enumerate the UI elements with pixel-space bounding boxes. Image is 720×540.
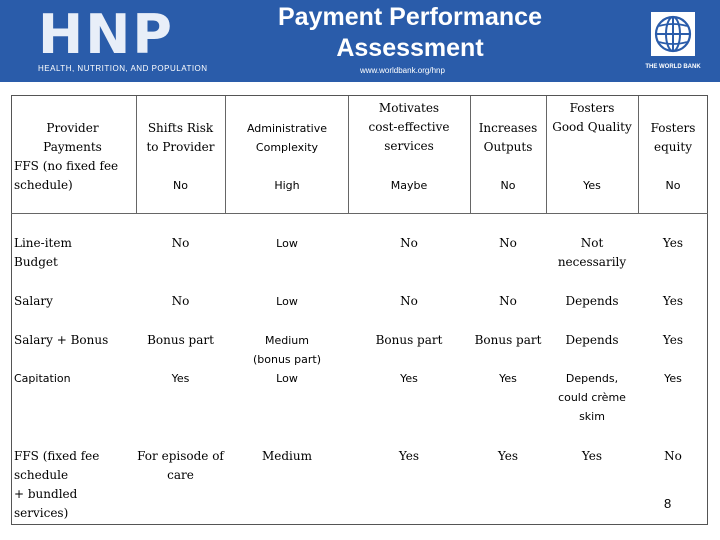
row-provider-line: + bundled xyxy=(14,487,78,501)
row-quality-line: skim xyxy=(579,410,605,423)
row-admin-complexity: Low xyxy=(276,237,298,250)
row-admin-line: Medium xyxy=(265,334,309,347)
row-shifts-risk-line: care xyxy=(167,468,194,482)
row-quality: Yes xyxy=(583,179,601,192)
row-shifts-risk: Yes xyxy=(171,372,190,385)
row-provider-line: FFS (fixed fee xyxy=(14,449,100,463)
header-shifts-risk-line: to Provider xyxy=(146,140,215,154)
header-equity-line: equity xyxy=(654,140,692,154)
row-admin-complexity: Medium xyxy=(261,449,312,463)
row-equity: Yes xyxy=(662,294,684,308)
row-equity: No xyxy=(664,449,682,463)
row-motivates: Yes xyxy=(398,449,420,463)
header-admin-line: Complexity xyxy=(255,141,319,154)
row-admin-complexity xyxy=(227,331,347,369)
row-quality xyxy=(547,369,637,426)
header-fosters-quality xyxy=(547,99,637,137)
header-provider-line: Provider xyxy=(46,121,99,135)
row-quality: Depends xyxy=(565,333,619,347)
row-motivates: No xyxy=(400,294,418,308)
row-provider: Salary xyxy=(14,294,53,308)
row-motivates: Yes xyxy=(400,372,418,385)
header-motivates-cost-effective xyxy=(350,99,468,156)
page-title xyxy=(240,2,580,64)
row-motivates: Maybe xyxy=(390,179,428,192)
header-increases-line: Outputs xyxy=(483,140,533,154)
row-quality-line: necessarily xyxy=(557,255,627,269)
hnp-logo-subtitle: HEALTH, NUTRITION, AND POPULATION xyxy=(38,64,208,73)
column-divider xyxy=(348,96,349,214)
row-quality-line: Not xyxy=(580,236,604,250)
header-shifts-risk xyxy=(138,119,223,157)
row-equity: Yes xyxy=(664,372,682,385)
hnp-logo xyxy=(38,3,238,73)
website-url: www.worldbank.org/hnp xyxy=(360,66,445,75)
header-motivates-line: cost-effective xyxy=(368,120,450,134)
row-provider-line: schedule xyxy=(14,468,69,482)
row-shifts-risk-line: For episode of xyxy=(137,449,224,463)
page-number: 8 xyxy=(664,496,672,511)
row-provider xyxy=(14,234,136,272)
row-shifts-risk xyxy=(136,447,225,485)
row-provider xyxy=(14,157,136,195)
header-motivates-line: services xyxy=(384,139,434,153)
header-administrative-complexity xyxy=(227,119,347,157)
row-provider-line: FFS (no fixed fee xyxy=(14,159,119,173)
row-increases: No xyxy=(499,294,517,308)
row-provider: Capitation xyxy=(14,372,71,385)
row-shifts-risk: No xyxy=(171,236,190,250)
column-divider xyxy=(225,96,226,214)
row-provider-line: Budget xyxy=(14,255,58,269)
row-shifts-risk: No xyxy=(173,179,188,192)
row-quality: Yes xyxy=(581,449,603,463)
row-motivates: Bonus part xyxy=(375,333,443,347)
row-equity: Yes xyxy=(662,236,684,250)
row-shifts-risk: Bonus part xyxy=(147,333,214,347)
row-admin-line: (bonus part) xyxy=(252,353,322,366)
row-equity: No xyxy=(665,179,681,192)
row-quality: Depends xyxy=(565,294,619,308)
row-quality xyxy=(547,234,637,272)
row-admin-complexity: High xyxy=(274,179,300,192)
hnp-logo-letters: HNP xyxy=(38,3,174,66)
row-admin-complexity: Low xyxy=(276,295,298,308)
row-increases: No xyxy=(500,179,516,192)
column-divider xyxy=(136,96,137,214)
row-increases: Yes xyxy=(499,372,517,385)
row-increases: Bonus part xyxy=(474,333,542,347)
header-motivates-line: Motivates xyxy=(378,101,440,115)
row-increases: No xyxy=(499,236,517,250)
row-quality-line: could crème xyxy=(558,391,626,404)
row-provider xyxy=(14,447,136,523)
row-provider-line: Line-item xyxy=(14,236,72,250)
header-provider-payments xyxy=(20,119,125,157)
row-equity: Yes xyxy=(662,333,684,347)
title-line-1: Payment Performance xyxy=(277,3,542,31)
row-provider: Salary + Bonus xyxy=(14,333,109,347)
world-bank-name: THE WORLD BANK xyxy=(645,64,701,70)
header-equity-line: Fosters xyxy=(650,121,696,135)
row-shifts-risk: No xyxy=(171,294,190,308)
row-divider xyxy=(11,213,708,214)
row-provider-line: services) xyxy=(14,506,69,520)
row-quality-line: Depends, xyxy=(565,372,619,385)
header-banner xyxy=(0,0,720,82)
title-line-2: Assessment xyxy=(336,34,484,62)
row-motivates: No xyxy=(400,236,418,250)
globe-icon xyxy=(651,12,695,56)
header-quality-line: Fosters xyxy=(569,101,615,115)
header-increases-line: Increases xyxy=(478,121,538,135)
row-admin-complexity: Low xyxy=(276,372,298,385)
header-admin-line: Administrative xyxy=(246,122,328,135)
row-increases: Yes xyxy=(497,449,519,463)
header-quality-line: Good Quality xyxy=(552,120,632,134)
world-bank-logo xyxy=(638,12,708,70)
header-fosters-equity xyxy=(639,119,707,157)
header-provider-line: Payments xyxy=(43,140,102,154)
row-provider-line: schedule) xyxy=(14,178,73,192)
header-increases-outputs xyxy=(471,119,545,157)
header-shifts-risk-line: Shifts Risk xyxy=(147,121,214,135)
